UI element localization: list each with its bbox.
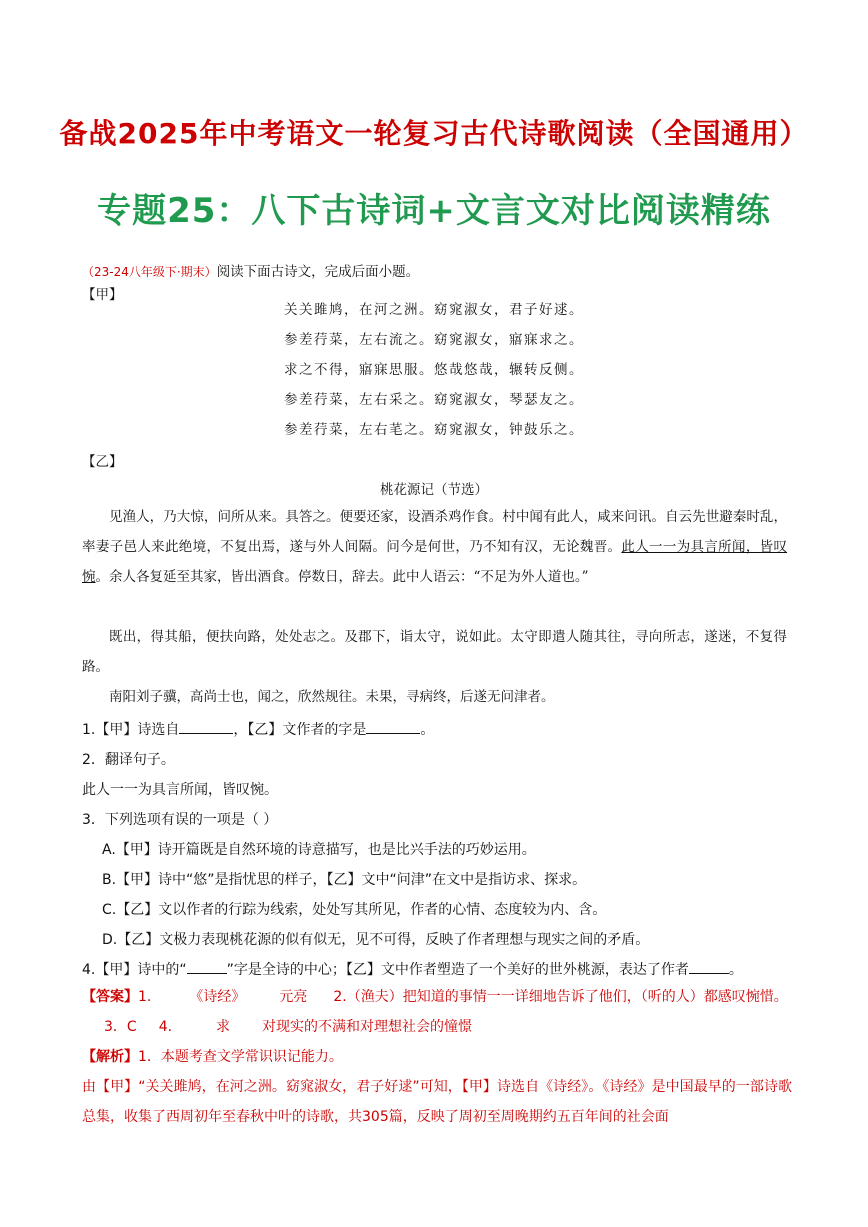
poem-line: 参差荇菜，左右采之。窈窕淑女，琴瑟友之。 [284,392,584,408]
question-1: 1.【甲】诗选自 ，【乙】文作者的字是 。 [82,722,435,738]
analysis-text: 由【甲】“关关雎鸠，在河之洲。窈窕淑女，君子好逑”可知，【甲】诗选自《诗经》。《诗经》是中国最早的一部诗歌总集，收集了西周初年至春秋中叶的诗歌，共305篇，反映了周初至周晚期约五百年间的社会面 [82,1079,792,1125]
poem-line: 参差荇菜，左右芼之。窈窕淑女，钟鼓乐之。 [284,422,584,438]
question-4: 4.【甲】诗中的“ ”字是全诗的中心；【乙】文中作者塑造了一个美好的世外桃源，表达了作者 。 [82,962,743,978]
answer-block: 【答案】1. 《诗经》 元亮 2.（渔夫）把知道的事情一一详细地告诉了他们，（听的人）都感叹惋惜。3．C 4. 求 对现实的不满和对理想社会的憧憬 [82,989,788,1035]
passage-title: 桃花源记（节选） [380,482,488,498]
document-subtitle: 专题25：八下古诗词+文言文对比阅读精练 [97,191,771,231]
poem-line: 参差荇菜，左右流之。窈窕淑女，寤寐求之。 [284,332,584,348]
passage-text: 。余人各复延至其家，皆出酒食。停数日，辞去。此中人语云：“不足为外人道也。” [95,569,589,585]
underlined-sentence: 此人一一为具言所闻，皆叹惋 [82,539,788,585]
analysis-heading: 【解析】1．本题考查文学常识识记能力。 [82,1049,343,1065]
document-title: 备战2025年中考语文一轮复习古代诗歌阅读（全国通用） [59,117,809,150]
passage-paragraph [82,502,787,592]
answer-blank[interactable] [179,721,233,734]
passage-paragraph: 既出，得其船，便扶向路，处处志之。及郡下，诣太守，说如此。太守即遣人随其往，寻向所志，遂迷，不复得路。 [82,629,787,675]
answer-label: 【答案】 [82,989,138,1005]
option-d: D.【乙】文极力表现桃花源的似有似无，见不可得，反映了作者理想与现实之间的矛盾。 [102,932,650,948]
yi-label: 【乙】 [82,454,123,470]
intro-line [82,260,419,280]
passage-text: 见渔人，乃大惊，问所从来。具答之。便要还家，设酒杀鸡作食。村中闻有此人，咸来问讯。自云先世避秦时乱，率妻子邑人来此绝境，不复出焉，遂与外人间隔。问今是何世，乃不知有汉，无论魏晋。 [82,509,787,555]
poem-line: 关关雎鸠，在河之洲。窈窕淑女，君子好逑。 [284,302,584,318]
question-3: 3．下列选项有误的一项是（ ） [82,812,278,828]
option-b: B.【甲】诗中“悠”是指忧思的样子，【乙】文中“问津”在文中是指访求、探求。 [102,872,587,888]
passage-paragraph: 南阳刘子骥，高尚士也，闻之，欣然规往。未果，寻病终，后遂无问津者。 [109,689,555,705]
analysis-label: 【解析】 [82,1049,138,1065]
question-2: 2．翻译句子。 [82,752,175,768]
intro-instruction: 阅读下面古诗文，完成后面小题。 [216,264,420,280]
jia-label: 【甲】 [82,287,123,303]
answer-blank[interactable] [187,961,227,974]
answer-blank[interactable] [366,721,420,734]
answer-blank[interactable] [689,961,729,974]
question-2-sentence: 此人一一为具言所闻，皆叹惋。 [82,782,278,798]
option-a: A.【甲】诗开篇既是自然环境的诗意描写，也是比兴手法的巧妙运用。 [102,842,536,858]
option-c: C.【乙】文以作者的行踪为线索，处处写其所见，作者的心情、态度较为内、含。 [102,902,607,918]
poem-line: 求之不得，寤寐思服。悠哉悠哉，辗转反侧。 [284,362,584,378]
question-source: （23-24八年级下·期末） [82,265,217,279]
